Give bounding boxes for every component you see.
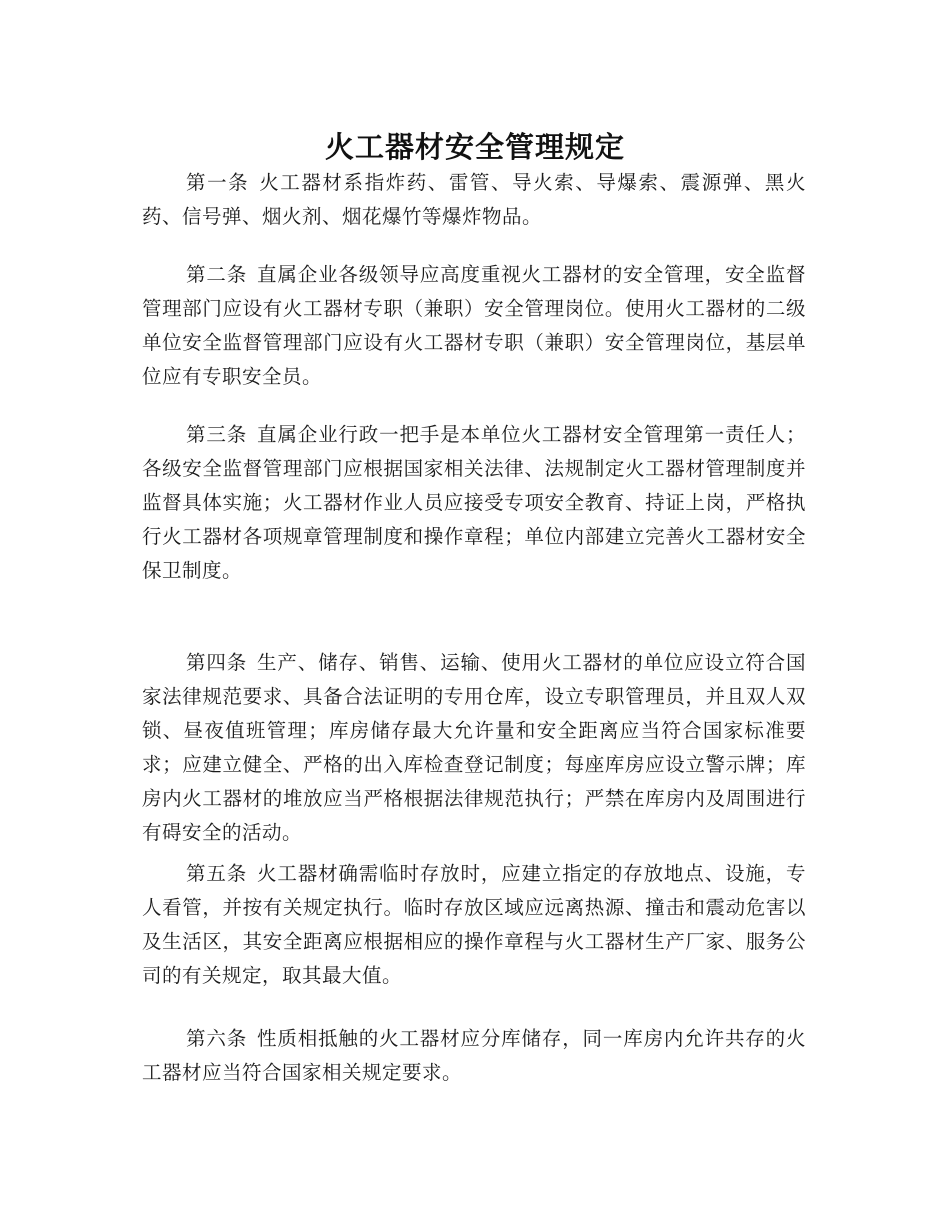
article-number: 第四条 <box>186 651 248 674</box>
article-text: 直属企业各级领导应高度重视火工器材的安全管理，安全监督管理部门应设有火工器材专职（兼职）安全管理岗位。使用火工器材的二级单位安全监督管理部门应设有火工器材专职（兼职）安全管理岗位，基层单位应有专职安全员。 <box>142 263 806 388</box>
article-text: 生产、储存、销售、运输、使用火工器材的单位应设立符合国家法律规范要求、具备合法证明的专用仓库，设立专职管理员，并且双人双锁、昼夜值班管理；库房储存最大允许量和安全距离应当符合国家标准要求；应建立健全、严格的出入库检查登记制度；每座库房应设立警示牌；库房内火工器材的堆放应当严格根据法律规范执行；严禁在库房内及周围进行有碍安全的活动。 <box>142 651 806 844</box>
article-text: 火工器材确需临时存放时，应建立指定的存放地点、设施，专人看管，并按有关规定执行。临时存放区域应远离热源、撞击和震动危害以及生活区，其安全距离应根据相应的操作章程与火工器材生产厂家、服务公司的有关规定，取其最大值。 <box>142 862 806 987</box>
article-text: 性质相抵触的火工器材应分库储存，同一库房内允许共存的火工器材应当符合国家相关规定要求。 <box>142 1027 806 1084</box>
article-number: 第六条 <box>186 1027 248 1050</box>
document-title: 火工器材安全管理规定 <box>324 130 625 165</box>
article-number: 第三条 <box>186 423 248 446</box>
article-paragraph <box>142 857 806 993</box>
article-paragraph <box>142 166 806 234</box>
article-number: 第一条 <box>186 171 250 194</box>
article-paragraph <box>142 258 806 394</box>
article-text: 火工器材系指炸药、雷管、导火索、导爆索、震源弹、黑火药、信号弹、烟火剂、烟花爆竹等爆炸物品。 <box>142 171 806 228</box>
article-number: 第五条 <box>186 862 248 885</box>
article-paragraph <box>142 418 806 588</box>
article-paragraph <box>142 646 806 850</box>
article-paragraph <box>142 1022 806 1090</box>
article-text: 直属企业行政一把手是本单位火工器材安全管理第一责任人；各级安全监督管理部门应根据国家相关法律、法规制定火工器材管理制度并监督具体实施；火工器材作业人员应接受专项安全教育、持证上岗，严格执行火工器材各项规章管理制度和操作章程；单位内部建立完善火工器材安全保卫制度。 <box>142 423 806 582</box>
article-number: 第二条 <box>186 263 248 286</box>
